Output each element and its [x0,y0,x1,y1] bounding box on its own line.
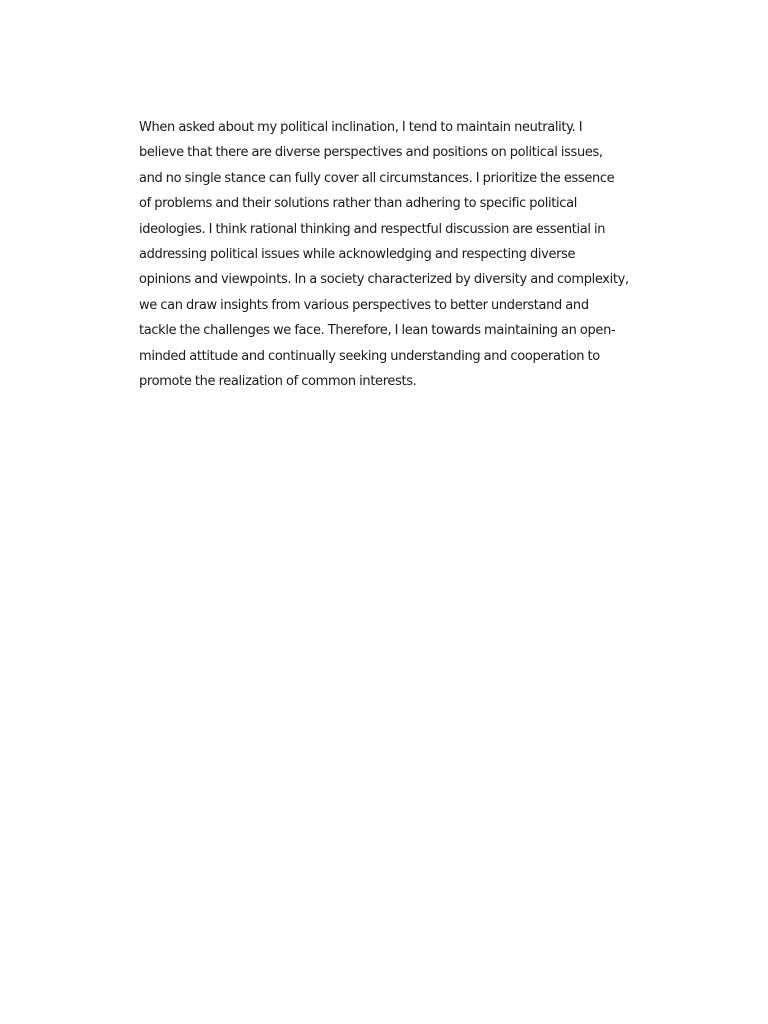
paragraph-line: and no single stance can fully cover all circumstances. I prioritize the essence [139,170,615,186]
paragraph-line: When asked about my political inclination, I tend to maintain neutrality. I [139,120,583,135]
paragraph-line: minded attitude and continually seeking understanding and cooperation to [139,348,600,364]
paragraph-line: ideologies. I think rational thinking and respectful discussion are essential in [139,221,606,237]
paragraph-line: tackle the challenges we face. Therefore, I lean towards maintaining an open- [139,323,616,339]
body-paragraph [139,115,634,394]
paragraph-line: addressing political issues while acknowledging and respecting diverse [139,246,576,262]
paragraph-line: of problems and their solutions rather than adhering to specific political [139,196,577,212]
paragraph-line: believe that there are diverse perspectives and positions on political issues, [139,145,603,161]
paragraph-line: we can draw insights from various perspectives to better understand and [139,297,589,313]
paragraph-line: promote the realization of common interests. [139,373,417,389]
paragraph-line: opinions and viewpoints. In a society characterized by diversity and complexity, [139,272,629,288]
